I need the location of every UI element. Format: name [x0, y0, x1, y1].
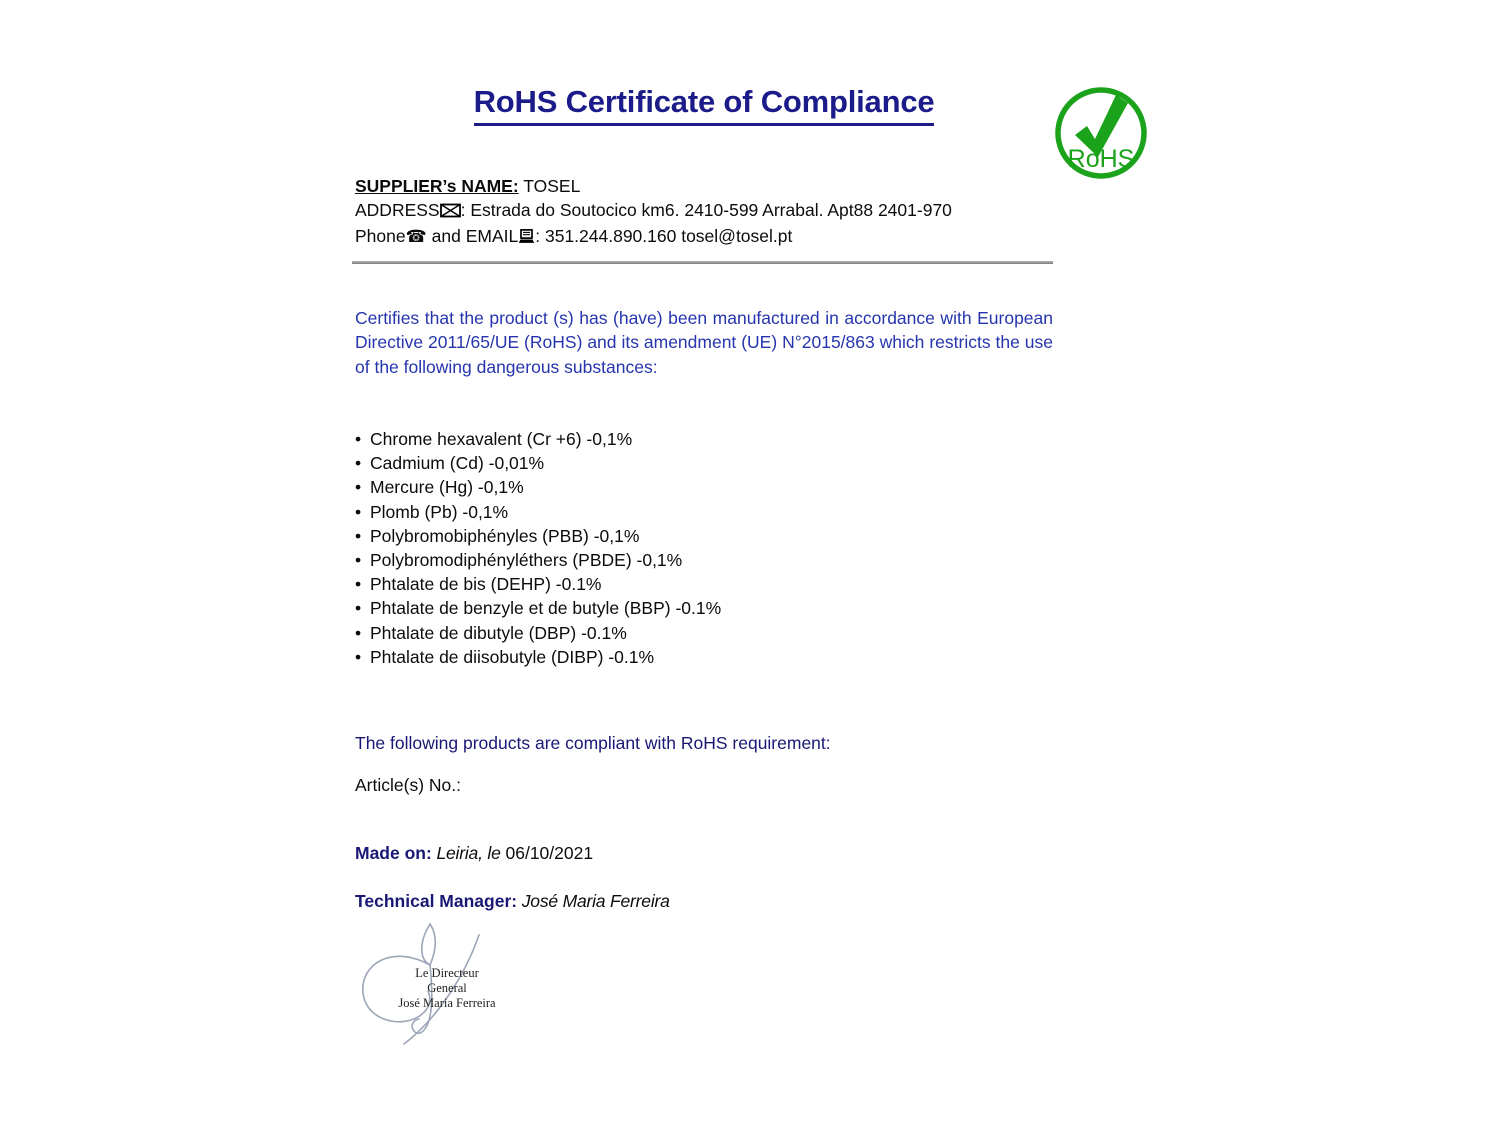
substance-item: • Phtalate de diisobutyle (DIBP) -0.1% — [355, 645, 1053, 669]
certification-paragraph: Certifies that the product (s) has (have) been manufactured in accordance with European Directive 2011/65/UE (RoHS) and its amendment (UE) N°2015/863 which restricts the use of the following dangerous substances: — [355, 308, 1053, 377]
made-on-line — [355, 843, 593, 864]
supplier-contact-line — [355, 224, 1053, 250]
address-value: : Estrada do Soutocico km6. 2410-599 Arrabal. Apt88 2401-970 — [460, 200, 952, 220]
page-title — [355, 84, 1053, 126]
supplier-name-line — [355, 174, 1053, 198]
substance-item: • Polybromobiphényles (PBB) -0,1% — [355, 524, 1053, 548]
signature-caption — [395, 966, 499, 1011]
substance-item: • Phtalate de dibutyle (DBP) -0.1% — [355, 621, 1053, 645]
contact-value: : 351.244.890.160 tosel@tosel.pt — [535, 226, 793, 246]
phone-icon: ☎ — [405, 227, 427, 247]
page-title-text: RoHS Certificate of Compliance — [474, 84, 935, 126]
substance-item: • Mercure (Hg) -0,1% — [355, 475, 1053, 499]
phone-label: Phone — [355, 226, 406, 246]
substance-list — [355, 427, 1053, 669]
substance-item: • Phtalate de bis (DEHP) -0.1% — [355, 572, 1053, 596]
address-label: ADDRESS — [355, 200, 440, 220]
technical-manager-line — [355, 891, 670, 912]
rohs-logo-icon — [1053, 85, 1149, 181]
compliance-statement: The following products are compliant with RoHS requirement: — [355, 733, 831, 753]
signature-caption-line2: José Maria Ferreira — [398, 996, 496, 1010]
supplier-name-label: SUPPLIER’s NAME: — [355, 176, 519, 196]
supplier-name-value: TOSEL — [518, 176, 581, 196]
substance-item: • Cadmium (Cd) -0,01% — [355, 451, 1053, 475]
supplier-address-line — [355, 198, 1053, 224]
and-email-label: and EMAIL — [426, 226, 519, 246]
rohs-logo-label: RoHS — [1067, 145, 1135, 173]
substance-item: • Polybromodiphényléthers (PBDE) -0,1% — [355, 548, 1053, 572]
supplier-block — [355, 174, 1053, 250]
computer-icon — [518, 226, 535, 250]
signature-caption-line1: Le Directeur General — [415, 966, 479, 995]
article-number-line: Article(s) No.: — [355, 775, 461, 795]
substance-item: • Chrome hexavalent (Cr +6) -0,1% — [355, 427, 1053, 451]
envelope-icon — [440, 200, 461, 224]
divider-rule — [352, 261, 1053, 264]
signature-block — [352, 918, 532, 1058]
made-on-date: 06/10/2021 — [500, 843, 594, 863]
technical-manager-value: José Maria Ferreira — [517, 891, 670, 911]
substance-item: • Plomb (Pb) -0,1% — [355, 500, 1053, 524]
substance-item: • Phtalate de benzyle et de butyle (BBP) -0.1% — [355, 596, 1053, 620]
made-on-label: Made on: — [355, 843, 432, 863]
technical-manager-label: Technical Manager: — [355, 891, 518, 911]
made-on-place: Leiria, le — [431, 843, 501, 863]
rohs-logo — [1053, 85, 1149, 181]
